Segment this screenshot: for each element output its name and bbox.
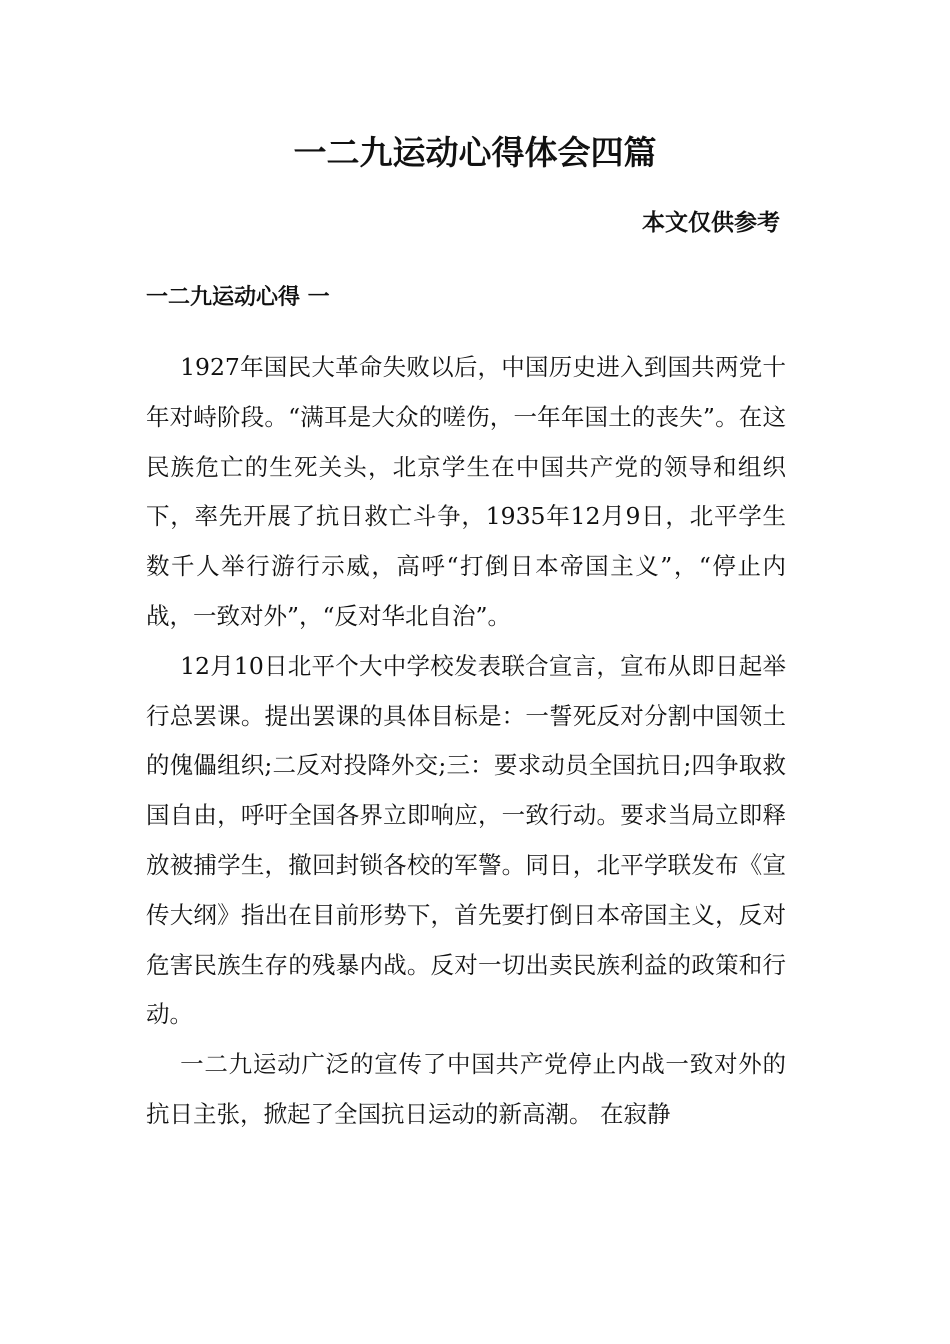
body-text (146, 343, 786, 1140)
paragraph-3: 一二九运动广泛的宣传了中国共产党停止内战一致对外的抗日主张，掀起了全国抗日运动的新高潮。 在寂静 (146, 1050, 786, 1128)
document-title: 一二九运动心得体会四篇 (293, 133, 657, 172)
section-heading: 一二九运动心得 一 (146, 285, 330, 310)
paragraph-2: 12月10日北平个大中学校发表联合宣言，宣布从即日起举行总罢课。提出罢课的具体目标是：一誓死反对分割中国领土的傀儡组织;二反对投降外交;三：要求动员全国抗日;四争取救国自由，呼吁全国各界立即响应，一致行动。要求当局立即释放被捕学生，撤回封锁各校的军警。同日，北平学联发布《宣传大纲》指出在目前形势下，首先要打倒日本帝国主义，反对危害民族生存的残暴内战。反对一切出卖民族利益的政策和行动。 (146, 651, 786, 1029)
reference-note: 本文仅供参考 (642, 210, 780, 236)
paragraph-1: 1927年国民大革命失败以后，中国历史进入到国共两党十年对峙阶段。“满耳是大众的嗟伤，一年年国土的丧失”。在这民族危亡的生死关头，北京学生在中国共产党的领导和组织下，率先开展了抗日救亡斗争，1935年12月9日，北平学生数千人举行游行示威，高呼“打倒日本帝国主义”，“停止内战，一致对外”，“反对华北自治”。 (146, 353, 786, 630)
